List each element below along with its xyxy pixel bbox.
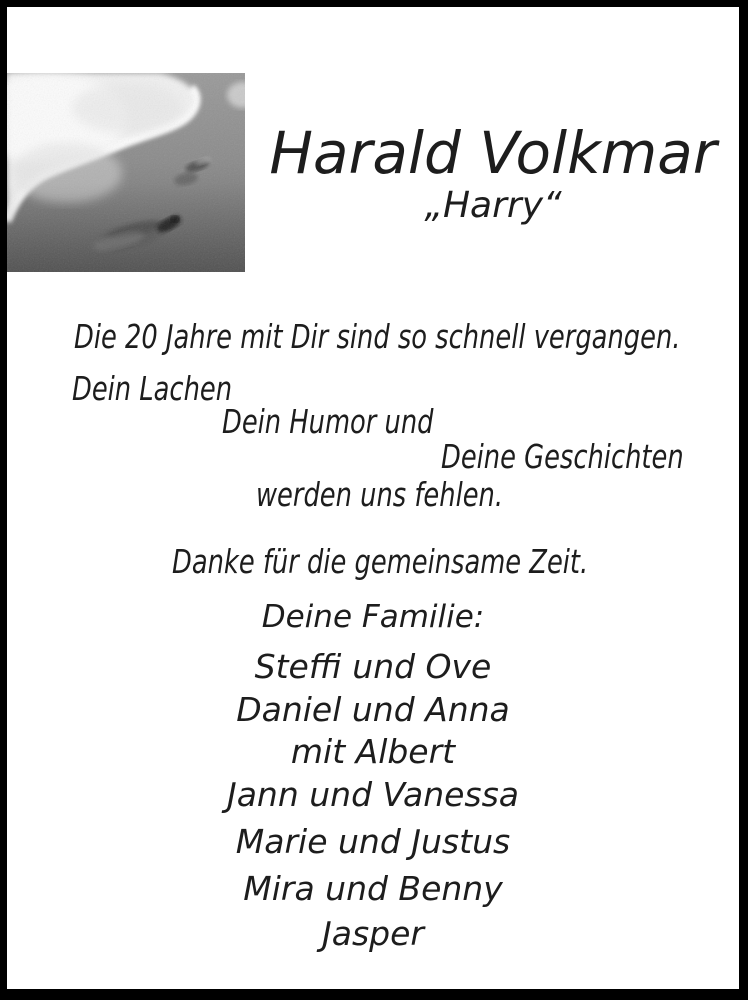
family-heading: Deine Familie:: [261, 599, 485, 635]
memorial-text-line-2: Dein Lachen: [72, 369, 233, 408]
memorial-text-line-6: Danke für die gemeinsame Zeit.: [172, 542, 589, 581]
beach-footprints-image: [7, 73, 245, 272]
family-name-7: Jasper: [322, 914, 424, 953]
memorial-text-line-1: Die 20 Jahre mit Dir sind so schnell vergangen.: [74, 317, 681, 356]
family-name-6: Mira und Benny: [243, 869, 503, 908]
memorial-photo: [7, 73, 245, 272]
family-name-1: Steffi und Ove: [254, 647, 492, 686]
family-name-4: Jann und Vanessa: [226, 775, 520, 814]
deceased-nickname: „Harry“: [424, 185, 562, 226]
family-name-3: mit Albert: [290, 732, 456, 771]
notice-paper: [7, 7, 739, 989]
memorial-text-line-3: Dein Humor und: [222, 402, 434, 441]
memorial-text-line-5: werden uns fehlen.: [256, 475, 504, 514]
family-name-2: Daniel und Anna: [236, 690, 510, 729]
deceased-name: Harald Volkmar: [269, 119, 717, 187]
family-name-5: Marie und Justus: [235, 822, 511, 861]
memorial-text-line-4: Deine Geschichten: [441, 437, 684, 476]
